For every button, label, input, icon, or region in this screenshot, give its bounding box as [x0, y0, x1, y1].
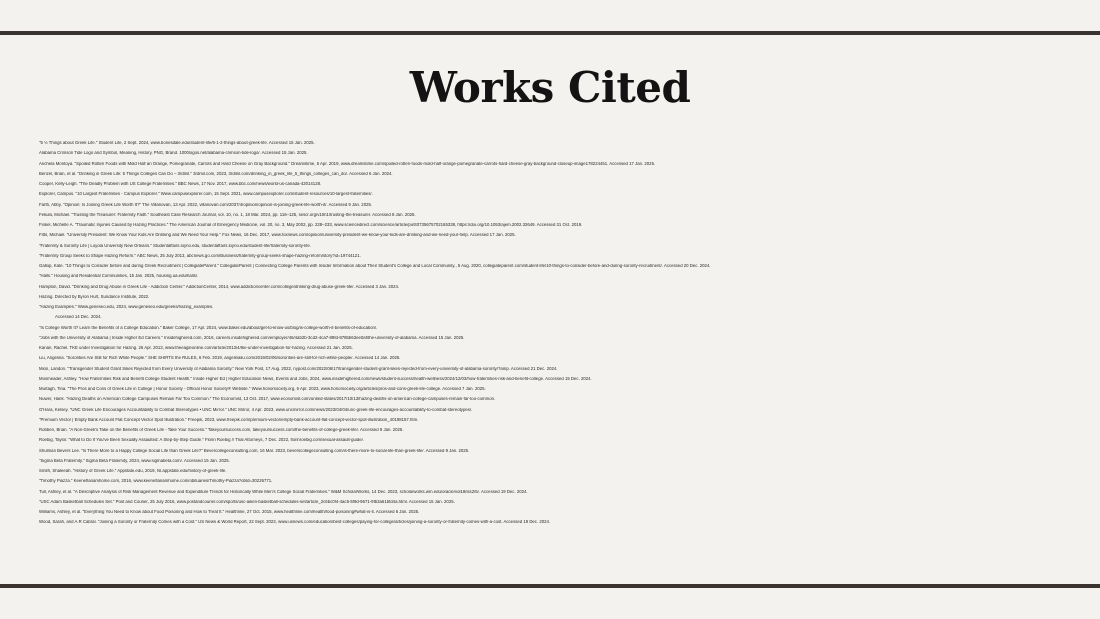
citation-entry: Mosmeader, Ashley. "How Fraternities Risk and Benefit College Student Health." Inside Higher Ed | Higher Education News, Events and Jobs, 2024, www.insidehighered.com/news/student-success/health-wellness/2024/12/03/how-fraternities-risk-and-benefit-college. Accessed 15 Dec. 2024. [39, 376, 592, 381]
citation-entry: Wood, Sarah, and A.R Cabral. "Joining a Sorority or Fraternity Comes with a Cost." US News & World Report, 22 Sept. 2023, www.usnews.com/education/best-colleges/paying-for-college/articles/joining-a-sorority-or-fraternity-comes-with-a-cost. Accessed 19 Dec. 2024. [39, 520, 551, 525]
citation-entry: Roebig, Taylor. "What to Do If You've Been Sexually Assaulted: A Step-by-Step Guide." Florin Roebig // Trial Attorneys, 7 Dec. 2022, florinroebig.com/sexual-assault-guide/. [39, 438, 365, 443]
citation-entry: Alabama Crimson Tide Logo and Symbol, Meaning, History, PNG, Brand. 1000logos.net/alabama-crimson-tide-logo/. Accessed 15 Jan. 2025. [39, 151, 308, 156]
citation-entry: "Halls." Housing and Residential Communities, 15 Jan. 2025, housing.ua.edu/halls/. [39, 274, 199, 279]
citation-entry: Smith, Shaleeah. "History of Greek Life." Appstate.edu, 2019, fsl.appstate.edu/history-of-greek-life. [39, 469, 227, 473]
page-title: Works Cited [409, 63, 691, 112]
citation-entry: Finkel, Michelle A. "Traumatic Injuries Caused by Hazing Practices." The American Journal of Emergency Medicine, vol. 20, no. 3, May 2002, pp. 228–233, www.sciencedirect.com/science/article/pii/S0735675702165338, https://doi.org/10.1053/ajem.2002.32649. Accessed 31 Oct. 2019. [39, 223, 583, 227]
citation-entry: "Fraternity & Sorority Life | Loyola University New Orleans." Studentaffairs.loyno.edu, studentaffairs.loyno.edu/student-life/fraternity-sorority-life. [39, 243, 311, 248]
citation-entry: "Jobs with the University of Alabama | Inside Higher Ed Careers." Insidehighered.com, 2016, careers.insidehighered.com/employer/46/4ab2b-3cd2-4ca7-89fd-878bb63ee0af/the-university-of-alabama. Accessed 15 Jan. 2025. [39, 335, 465, 340]
citation-entry: Shulman Bevers Lee. "Is There More to a Happy College Social Life than Greek Life?" Bevercollegeconsulting.com, 16 Mar. 2023, beverscollegeconsulting.com/is-there-more-to-social-life-than-greek-life/. Accessed 9 Jan. 2025. [39, 448, 470, 453]
works-cited-list [39, 141, 1079, 531]
citation-entry: "Fraternity Group Seeks to Shape Hazing Reform." ABC News, 25 July 2013, abcnews.go.com/Business/fraternity-group-seeks-shape-hazing-reform/story?id=19744121. [39, 253, 361, 258]
citation-entry: Kanan, Rachel. TKE under Investigation for Hazing. 26 Apr. 2013, www.theeagleonline.com/article/2013/4/tke-under-investigation-for-hazing. Accessed 21 Jan. 2025. [39, 346, 353, 350]
citation-entry: Explorer, Campus. "10 Largest Fraternities - Campus Explorer." Www.campusexplorer.com, 15 Sept. 2021, www.campusexplorer.com/student-resources/10-largest-fraternities/. [39, 192, 373, 197]
citation-entry: "5 ½ Things about Greek Life." Student Life, 2 Sept. 2024, www.bonesdale.edu/student-life/5-1-2-things-about-greek-life. Accessed 15 Jan. 2025. [39, 141, 315, 145]
citation-entry: Hazing. Directed by Byron Hurt, Sundance Institute, 2022. [39, 294, 150, 299]
citation-entry: Benzel, Brian, et al. "Drinking in Greek Life: 5 Things Colleges Can Do – 3rdmil." 3rdmil.com, 2023, 3rdmil.com/drinking_in_greek_life_5_things_colleges_can_do/. Accessed 6 Jan. 2024. [39, 171, 393, 176]
citation-entry: Farth, Abby. "Opinion: Is Joining Greek Life Worth It?" The Villanovan, 13 Apr. 2022, villanovan.com/2037/4/opinion/opinion-is-joining-greek-life-worth-it/. Accessed 9 Jan. 2025. [39, 202, 373, 207]
citation-entry: "Hazing Examples." Www.geneseo.edu, 2024, www.geneseo.edu/greeks/hazing_examples. [39, 305, 214, 309]
top-rule [0, 31, 1100, 35]
citation-entry: "USC Adam Basketball Schedules Set." Post and Courier, 25 July 2016, www.postandcourier.com/sports/usc-aiken-basketball-schedules-set/article_2c6bc0f4-4ac5-5f9d-9671-9fb3a61bfd4a.html. Accessed 15 Jan. 2025. [39, 499, 455, 504]
citation-entry: Fitts, Michael. "University President: We Know Your Kids Are Drinking and We Need Your Help." Fox News, 16 Dec. 2017, www.foxnews.com/opinion/university-president-we-know-your-kids-are-drinking-and-we-need-your-help. Accessed 17 Jan. 2025. [39, 233, 516, 238]
citation-entry: Robben, Brian. "A Non-Greek's Take on the Benefits of Greek Life - Take Your Success." Takeyoursuccess.com, takeyoursuccess.com/the-benefits-of-college-greek-life/. Accessed 9 Jan. 2025. [39, 428, 404, 432]
citation-entry: Williams, Ashley, et al. "Everything You Need to Know about Food Poisoning and How to Treat It." Healthline, 27 Oct. 2015, www.healthline.com/health/food-poisoning#what-is-it. Accessed 6 Jan. 2025. [39, 510, 420, 514]
citation-entry: O'Hara, Kelsey. "UNC Greek Life Encourages Accountability to Combat Stereotypes • UNC Mirror." UNC Mirror, 4 Apr. 2023, www.uncmirror.com/news/2023/04/04/unc-greek-life-encourages-accountability-to-combat-stereotypes/. [39, 407, 473, 412]
citation-entry: Nuwer, Hank. "Hazing Deaths on American College Campuses Remain Far Too Common." The Economist, 13 Oct. 2017, www.economist.com/united-states/2017/10/13/hazing-deaths-on-american-college-campuses-remain-far-too-common. [39, 397, 496, 402]
citation-entry: "Sigma Beta Fraternity." Sigma Beta Fraternity, 2024, www.sigmabeta.com/. Accessed 15 Jan. 2025. [39, 458, 230, 463]
citation-entry: Cooper, Kelly-Leigh. "The Deadly Problem with US College Fraternities." BBC News, 17 Nov. 2017, www.bbc.com/news/world-us-canada-42014128. [39, 182, 322, 186]
citation-entry: Gallop, Kate. "10 Things to Consider before and during Greek Recruitment | CollegiateParent." CollegiateParent | Connecting College Parents with Insider Information about Their Student's College and Local Community., 5 Aug. 2020, collegiateparent.com/student-life/10-things-to-consider-before-and-during-sorority-recruitment/. Accessed 20 Dec. 2024. [39, 264, 711, 268]
citation-entry: "Premium Vector | Empty Bank Account Flat Concept Vector Spot Illustration." Freepik, 2023, www.freepik.com/premium-vector/empty-bank-account-flat-concept-vector-spot-illustration_40198157.htm. [39, 417, 419, 422]
citation-entry: Liu, Angelina. "Sororities Are Still for Rich White People." SHE SHIRTS the RULES, 6 Feb. 2019, angelinaliu.com/2019/02/06/sororities-are-still-for-rich-white-people/. Accessed 14 Jan. 2025. [39, 356, 401, 361]
citation-entry: Anchela Montoya. "Spoiled Rotten Foods with Mold Half an Orange, Pomegranate, Carrots and Hard Cheese on Gray Background." Dreamstime, 5 Apr. 2019, www.dreamstime.com/spoiled-rotten-foods-mold-half-orange-pomegranate-carrots-hard-cheese-gray-background-closeup-image178224451. Accessed 17 Jan. 2025. [39, 161, 656, 166]
citation-entry: Mion, Landon. "Transgender Student Grant Sikes Rejected from Every University of Alabama Sorority." New York Post, 17 Aug. 2022, nypost.com/2022/08/17/transgender-student-grant-sikes-rejected-from-every-university-of-alabama-sorority/?amp. Accessed 21 Dec. 2024. [39, 366, 558, 371]
citation-entry: Fekula, Michael. "Trusting the Treasurer: Fraternity Faith." Southeast Case Research Journal, vol. 10, no. 1, 18 Mar. 2024, pp. 116–125, sescr.org/v10n1/trusting-the-treasurer. Accessed 8 Jan. 2025. [39, 212, 416, 217]
citation-entry: Accessed 14 Dec. 2024. [55, 315, 102, 320]
bottom-rule [0, 584, 1100, 588]
citation-entry: Hampton, David. "Drinking and Drug Abuse in Greek Life - Addiction Center." AddictionCenter, 2014, www.addictioncenter.com/college/drinking-drug-abuse-greek-life/. Accessed 3 Jan. 2024. [39, 284, 400, 289]
citation-entry: "Is College Worth It? Learn the Benefits of a College Education." Baker College, 17 Apr. 2024, www.baker.edu/about/get-to-know-us/blog/is-college-worth-it-benefits-of-education/. [39, 325, 378, 330]
citation-entry: Murtagh, Tina. "The Pros and Cons of Greek Life in College | Honor Society - Official Honor Society® Website." Www.honorsociety.org, 6 Apr. 2023, www.honorsociety.org/articles/pros-and-cons-greek-life-college. Accessed 7 Jan. 2025. [39, 387, 486, 391]
citation-entry: "Timothy Piazza." Keeneflanamhome.com, 2016, www.keeneflanamhome.com/obituaries/Timothy-Piazza?obId=30226771. [39, 479, 273, 484]
citation-entry: Tull, Ashley, et al. "A Descriptive Analysis of Risk Management Revenue and Expenditure Trends for Historically White Men's College Social Fraternities." W&M ScholarWorks, 14 Dec. 2023, scholarworks.wm.edu/oracle/vol18/iss2/5/. Accessed 19 Dec. 2024. [39, 489, 528, 494]
